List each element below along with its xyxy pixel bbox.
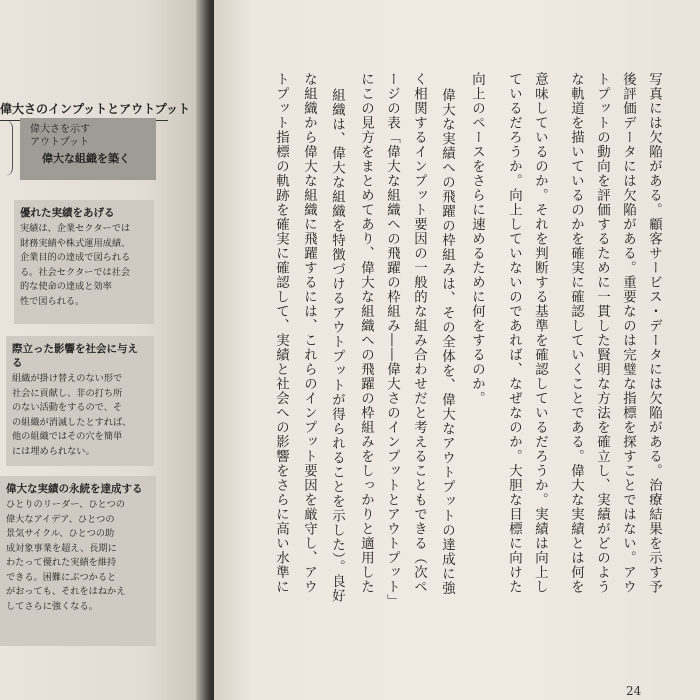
text-column: トプットの動向を評価するために一貫した賢明な方法を確立し、実績がどのよう <box>594 72 610 594</box>
output-box-line1: 偉大さを示す <box>30 124 90 135</box>
section-line: 財務実績や株式運用成績、 <box>20 237 131 249</box>
sidebar-title: 偉大さのインプットとアウトプット <box>0 100 168 121</box>
section-line: がおっても、それをはねかえ <box>6 586 126 597</box>
sidebar-section <box>0 476 156 646</box>
sidebar-section <box>6 336 154 466</box>
section-line: には埋められない。 <box>12 445 95 457</box>
page-number: 24 <box>626 684 642 698</box>
sidebar-section <box>14 200 154 324</box>
section-heading: 偉大な実績の永続を達成する <box>6 483 143 495</box>
section-line: してさらに強くなる。 <box>6 600 98 612</box>
output-box <box>20 118 156 180</box>
text-column: く相関するインプット要因の一般的な組み合わせだと考えることもできる（次ペ <box>411 72 427 594</box>
section-heading: 際立った影響を社会に与える <box>12 343 138 369</box>
section-body <box>20 222 148 309</box>
text-column: な組織から偉大な組織に飛躍するには、これらのインプット要因を厳守し、アウ <box>301 72 317 594</box>
section-line: できる。困難にぶつかると <box>6 571 117 583</box>
section-heading: 優れた実績をあげる <box>20 207 115 219</box>
text-column: 後評価データには欠陥がある。重要なのは完璧な指標を探すことではない。アウ <box>620 72 636 594</box>
section-line: 偉大なアイデア、ひとつの <box>6 513 115 525</box>
section-line: 景気サイクル、ひとつの助 <box>6 528 115 539</box>
section-line: 実績は、企業セクターでは <box>20 223 131 234</box>
section-line: 組織が掛け替えのない形で <box>12 373 123 384</box>
text-column: 写真には欠陥がある。顧客サービス・データには欠陥がある。治療結果を示す予 <box>646 72 662 594</box>
section-line: 成対象事業を超え、長期に <box>6 542 117 554</box>
section-line: 的な使命の達成と効率 <box>20 281 112 292</box>
section-line: る。社会セクターでは社会 <box>20 266 131 278</box>
section-line: の組織が消滅したとすれば、 <box>12 416 132 428</box>
section-line: 社会に貢献し、非の打ち所 <box>12 387 123 399</box>
bracket-decoration <box>2 120 13 176</box>
section-line: 他の組織ではその穴を簡単 <box>12 431 123 442</box>
section-line: わたって優れた実績を維持 <box>6 557 117 568</box>
text-column: ージの表「偉大な組織への飛躍の枠組み――偉大さのインプットとアウトプット」 <box>384 72 400 609</box>
section-body <box>12 372 148 459</box>
output-box-line2: アウトプット <box>30 137 89 148</box>
left-page <box>0 0 206 700</box>
text-column: 意味しているのか。それを判断する基準を確認しているだろうか。実績は向上し <box>532 72 548 594</box>
text-column: 偉大な実績への飛躍の枠組みは、その全体を、偉大なアウトプットの達成に強 <box>439 88 455 596</box>
text-column: 組織は、偉大な組織を特徴づけるアウトプットが得られることを示した）。良好 <box>329 88 345 604</box>
section-line: のない活動をするので、そ <box>12 402 123 413</box>
output-box-line3: 偉大な組織を築く <box>42 152 130 165</box>
text-column: 向上のペースをさらに速めるために何をするのか。 <box>469 72 485 406</box>
section-line: 企業目的の達成で図られる <box>20 252 131 263</box>
section-body <box>6 498 150 614</box>
text-column: トプット指標の軌跡を確実に確認して、実績と社会への影響をさらに高い水準に <box>273 72 289 594</box>
text-column: な軌道を描いているのかを確実に確認していくことである。偉大な実績とは何を <box>568 72 584 594</box>
section-line: ひとりのリーダー、ひとつの <box>6 499 125 510</box>
text-column: ているだろうか。向上していないのであれば、なぜなのか。大胆な目標に向けた <box>506 72 522 594</box>
section-line: 性で図られる。 <box>20 295 85 307</box>
text-column: にこの見方をまとめてあり、偉大な組織への飛躍の枠組みをしっかりと適用した <box>358 72 374 594</box>
